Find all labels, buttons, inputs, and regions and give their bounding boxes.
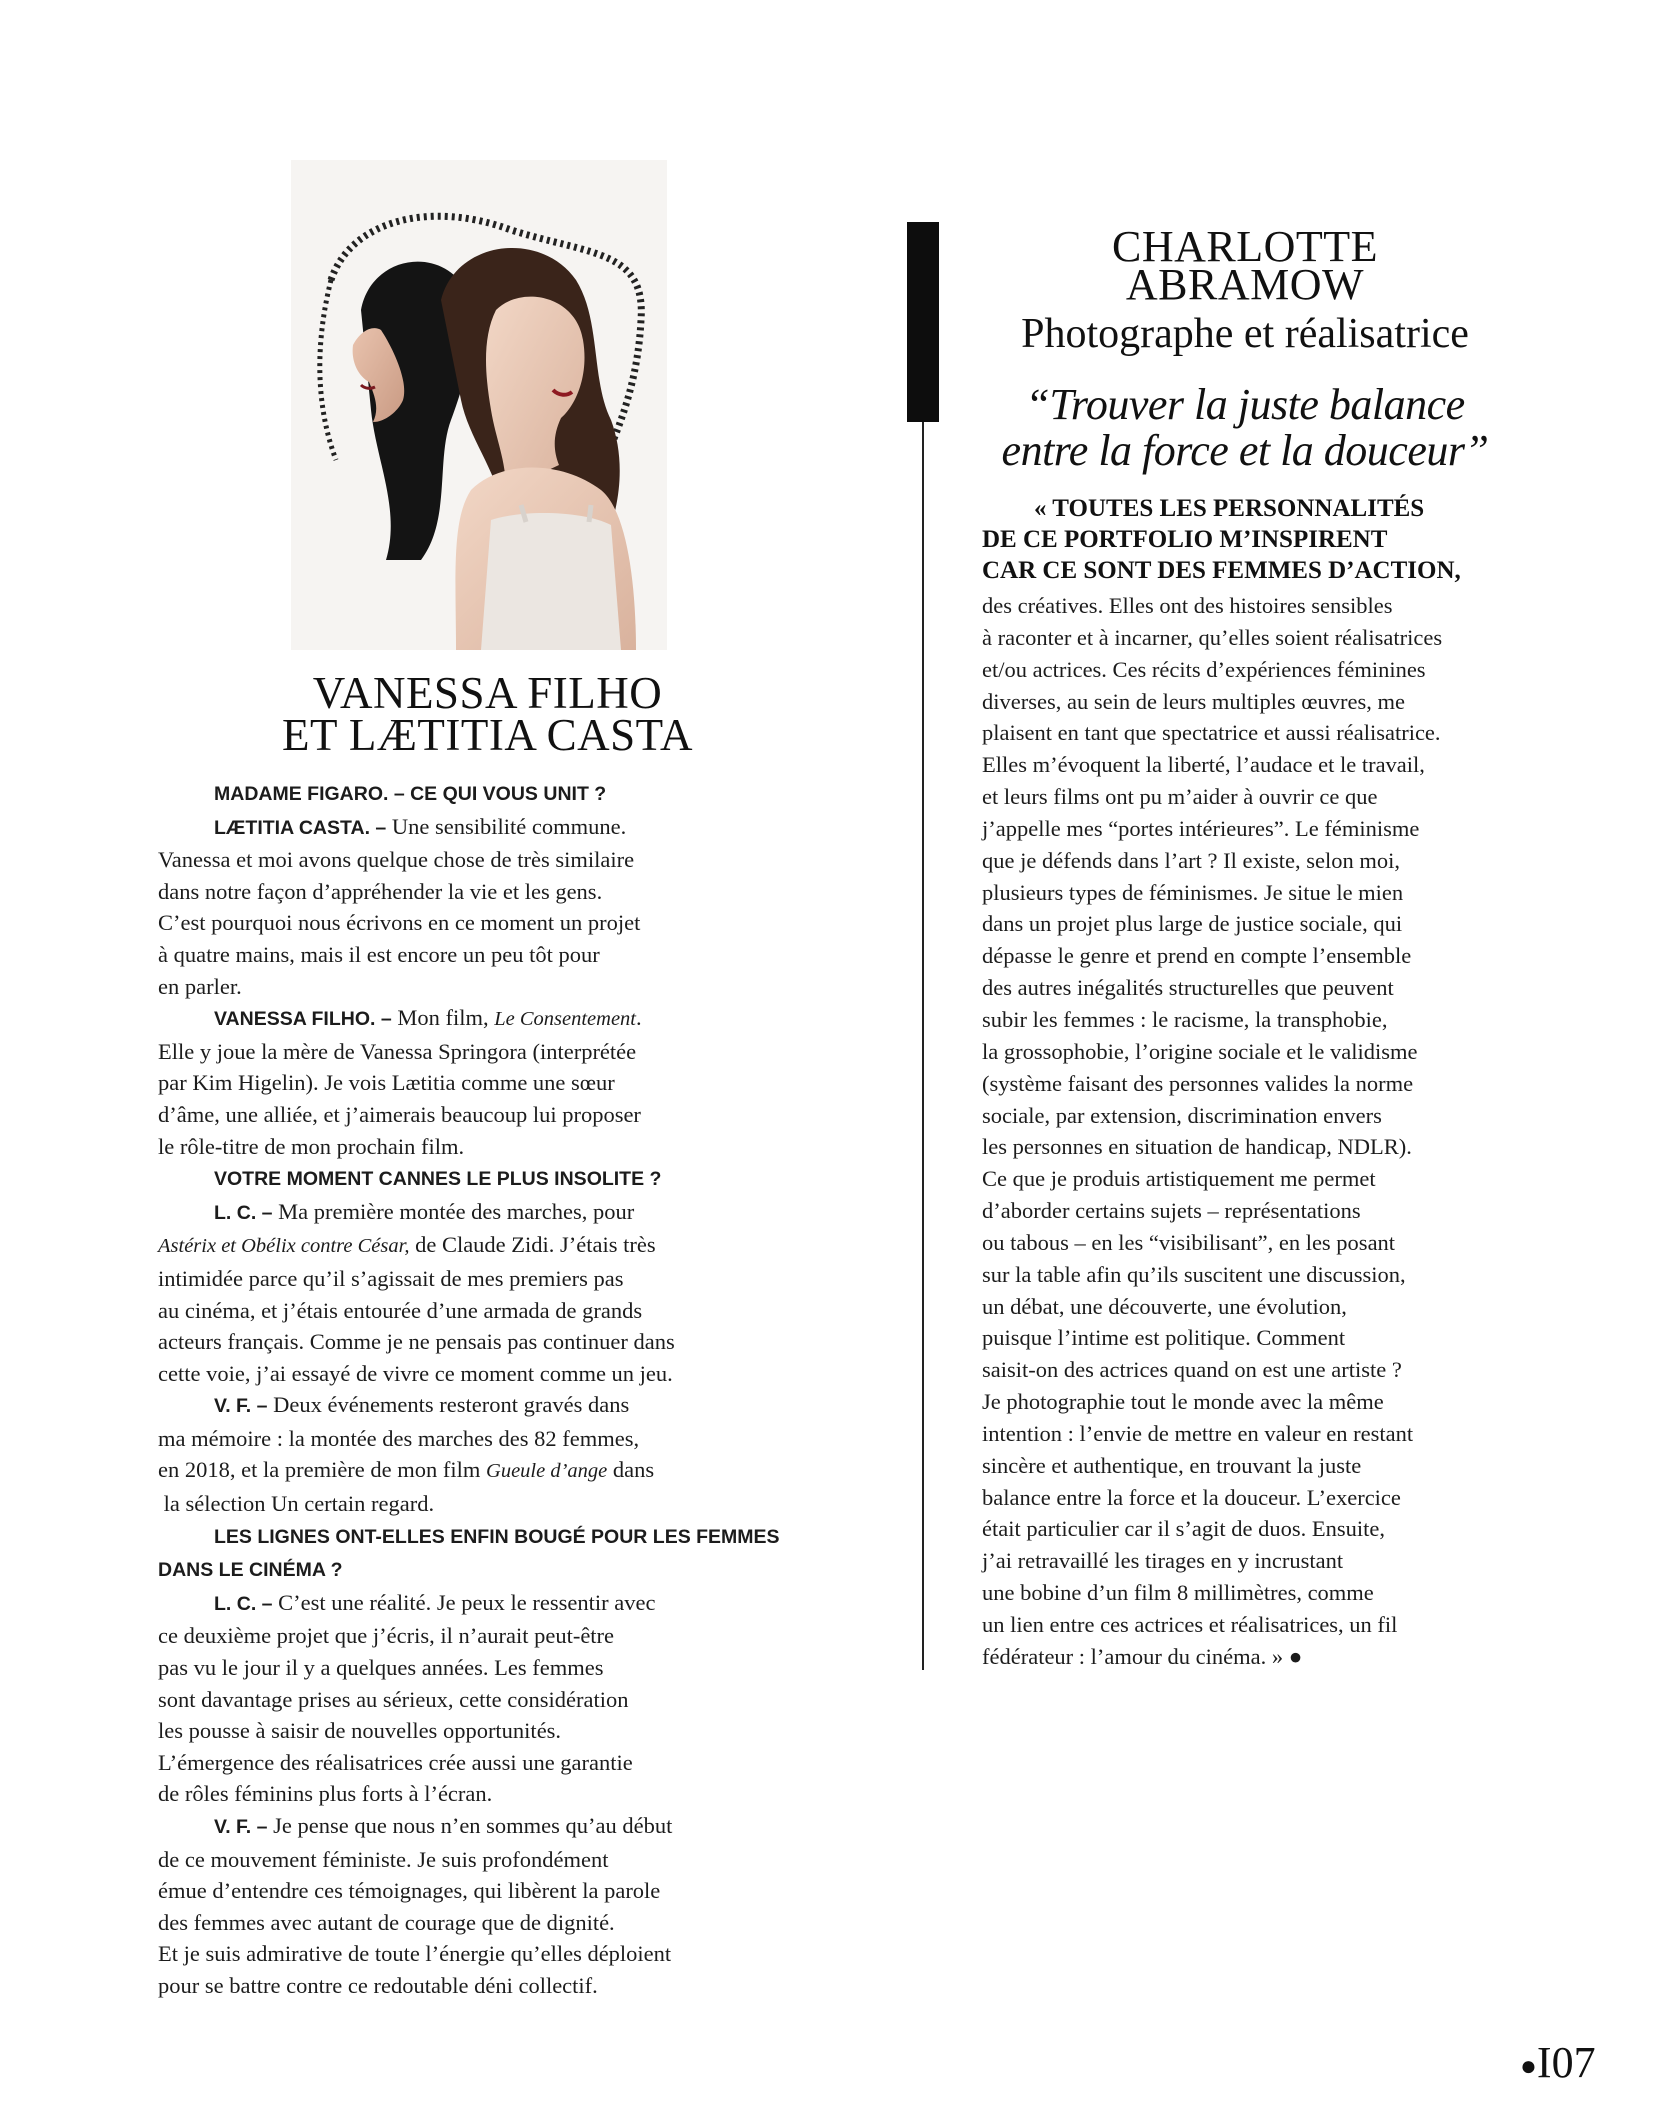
line: sont davantage prises au sérieux, cette considération [158, 1686, 629, 1712]
body-line: la grossophobie, l’origine sociale et le validisme [982, 1038, 1418, 1064]
person-name-line: CHARLOTTE [1111, 222, 1379, 271]
body-line: fédérateur : l’amour du cinéma. » ● [982, 1643, 1303, 1669]
line: cette voie, j’ai essayé de vivre ce moment comme un jeu. [158, 1360, 673, 1386]
lead-line: CAR CE SONT DES FEMMES D’ACTION, [982, 557, 1461, 584]
body-line: sociale, par extension, discrimination envers [982, 1102, 1382, 1128]
line: Et je suis admirative de toute l’énergie qu’elles déploient [158, 1941, 672, 1967]
title-line: VANESSA FILHO [312, 668, 663, 718]
body-line: sur la table afin qu’ils suscitent une discussion, [982, 1261, 1406, 1287]
body-line: saisit-on des actrices quand on est une artiste ? [982, 1357, 1402, 1383]
body-line: balance entre la force et la douceur. L’exercice [982, 1484, 1401, 1510]
line: les pousse à saisir de nouvelles opportunités. [158, 1718, 562, 1744]
line: pour se battre contre ce redoutable déni collectif. [158, 1972, 598, 1998]
right-article-body [982, 590, 1522, 1673]
portrait-illustration [291, 160, 667, 650]
line: Astérix et Obélix contre César, de Claude Zidi. J’étais très [158, 1232, 656, 1258]
line: par Kim Higelin). Je vois Lætitia comme une sœur [158, 1070, 615, 1096]
body-line: Je photographie tout le monde avec la même [982, 1389, 1384, 1415]
body-line: un lien entre ces actrices et réalisatrices, un fil [982, 1612, 1398, 1637]
line: pas vu le jour il y a quelques années. Les femmes [158, 1655, 604, 1681]
body-line: Ce que je produis artistiquement me permet [982, 1166, 1376, 1192]
body-line: ou tabous – en les “visibilisant”, en les posant [982, 1229, 1396, 1255]
left-article-title [160, 668, 815, 760]
body-line: intention : l’envie de mettre en valeur en restant [982, 1420, 1414, 1446]
line: C’est pourquoi nous écrivons en ce moment un projet [158, 910, 641, 936]
body-line: une bobine d’un film 8 millimètres, comme [982, 1580, 1374, 1606]
film-title: Le Consentement [494, 1008, 636, 1031]
body-line: et leurs films ont pu m’aider à ouvrir ce que [982, 784, 1378, 810]
left-interview-body [158, 777, 798, 2002]
body-line: (système faisant des personnes valides la norme [982, 1070, 1414, 1096]
question: VOTRE MOMENT CANNES LE PLUS INSOLITE ? [214, 1168, 662, 1191]
line: en 2018, et la première de mon film Gueule d’ange dans [158, 1457, 655, 1483]
body-line: dans un projet plus large de justice sociale, qui [982, 911, 1403, 937]
pull-quote [955, 382, 1535, 474]
body-line: subir les femmes : le racisme, la transphobie, [982, 1006, 1388, 1032]
body-line: d’aborder certains sujets – représentations [982, 1198, 1361, 1224]
line: des femmes avec autant de courage que de dignité. [158, 1909, 615, 1935]
film-title: Gueule d’ange [486, 1460, 608, 1483]
body-line: Elles m’évoquent la liberté, l’audace et le travail, [982, 752, 1425, 778]
line: ma mémoire : la montée des marches des 82 femmes, [158, 1425, 640, 1451]
line: Vanessa et moi avons quelque chose de très similaire [158, 847, 635, 873]
line: la sélection Un certain regard. [158, 1491, 435, 1517]
line: en parler. [158, 973, 242, 999]
answer: L. C. – C’est une réalité. Je peux le ressentir avec [214, 1589, 656, 1615]
body-line: sincère et authentique, en trouvant la juste [982, 1452, 1362, 1478]
body-line: les personnes en situation de handicap, NDLR). [982, 1134, 1412, 1160]
line: intimidée parce qu’il s’agissait de mes premiers pas [158, 1265, 624, 1291]
body-line: dépasse le genre et prend en compte l’ensemble [982, 943, 1412, 969]
body-line: un débat, une découverte, une évolution, [982, 1293, 1347, 1319]
lead-line: DE CE PORTFOLIO M’INSPIRENT [982, 526, 1388, 553]
line: Elle y joue la mère de Vanessa Springora (interprétée [158, 1038, 637, 1064]
line: d’âme, une alliée, et j’aimerais beaucoup lui proposer [158, 1101, 641, 1127]
line: L’émergence des réalisatrices crée aussi une garantie [158, 1749, 633, 1775]
pull-quote-line: “Trouver la juste balance [1025, 380, 1465, 429]
line: dans notre façon d’appréhender la vie et les gens. [158, 878, 603, 904]
person-name-line: ABRAMOW [1125, 260, 1365, 309]
line: acteurs français. Comme je ne pensais pas continuer dans [158, 1329, 675, 1355]
line: DANS LE CINÉMA ? [158, 1559, 343, 1582]
body-line: plusieurs types de féminismes. Je situe le mien [982, 879, 1404, 905]
page-number [1520, 2038, 1630, 2092]
answer: VANESSA FILHO. – Mon film, Le Consentement. [214, 1005, 642, 1031]
body-line: des créatives. Elles ont des histoires sensibles [982, 593, 1393, 618]
duo-portrait-photo [291, 160, 667, 650]
line: à quatre mains, mais il est encore un peu tôt pour [158, 941, 600, 967]
body-line: des autres inégalités structurelles que peuvent [982, 975, 1394, 1001]
body-line: puisque l’intime est politique. Comment [982, 1325, 1346, 1351]
line: de rôles féminins plus forts à l’écran. [158, 1781, 493, 1807]
body-line: était particulier car il s’agit de duos. Ensuite, [982, 1516, 1385, 1542]
answer: L. C. – Ma première montée des marches, pour [214, 1198, 635, 1224]
title-line: ET LÆTITIA CASTA [281, 710, 694, 760]
film-title: Astérix et Obélix contre César, [158, 1235, 410, 1258]
right-article-header [955, 222, 1535, 475]
line: le rôle-titre de mon prochain film. [158, 1133, 465, 1159]
body-line: diverses, au sein de leurs multiples œuvres, me [982, 688, 1406, 714]
column-marker-bar [907, 222, 939, 422]
bullet-icon: ● [1520, 2050, 1537, 2082]
line: au cinéma, et j’étais entourée d’une armada de grands [158, 1297, 643, 1323]
answer: LÆTITIA CASTA. – Une sensibilité commune. [214, 813, 627, 839]
lead-in-caps [982, 493, 1522, 586]
body-line: que je défends dans l’art ? Il existe, selon moi, [982, 847, 1400, 873]
pull-quote-line: entre la force et la douceur” [1001, 426, 1489, 475]
line: ce deuxième projet que j’écris, il n’aurait peut-être [158, 1623, 615, 1649]
answer: V. F. – Deux événements resteront gravés dans [214, 1392, 630, 1418]
body-line: plaisent en tant que spectatrice et aussi réalisatrice. [982, 720, 1441, 746]
column-divider-line [922, 422, 924, 1670]
body-line: j’appelle mes “portes intérieures”. Le féminisme [982, 815, 1420, 841]
line: émue d’entendre ces témoignages, qui libèrent la parole [158, 1878, 661, 1904]
page-number-value: I07 [1536, 2038, 1596, 2087]
answer: V. F. – Je pense que nous n’en sommes qu’au début [214, 1813, 673, 1838]
body-line: à raconter et à incarner, qu’elles soient réalisatrices [982, 624, 1443, 650]
question: LES LIGNES ONT-ELLES ENFIN BOUGÉ POUR LES FEMMES [214, 1525, 780, 1548]
body-line: j’ai retravaillé les tirages en y incrustant [982, 1548, 1344, 1574]
line: de ce mouvement féministe. Je suis profondément [158, 1846, 609, 1872]
person-role: Photographe et réalisatrice [1021, 311, 1469, 357]
body-line: et/ou actrices. Ces récits d’expériences féminines [982, 656, 1426, 682]
lead-line: « TOUTES LES PERSONNALITÉS [1034, 495, 1425, 522]
question: MADAME FIGARO. – CE QUI VOUS UNIT ? [214, 783, 607, 805]
